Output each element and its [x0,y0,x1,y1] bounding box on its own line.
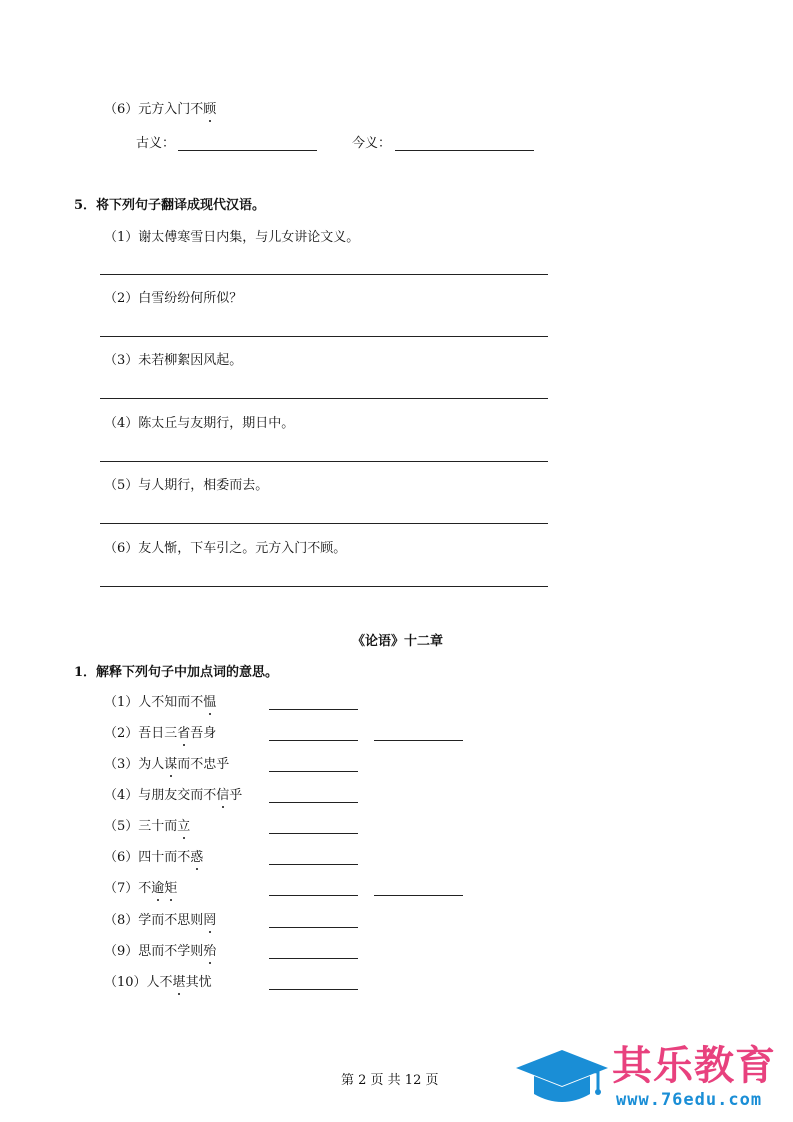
q5-answer-line-5[interactable] [100,523,548,524]
q5-answer-line-6[interactable] [100,586,548,587]
lunyu-answer-line-9[interactable] [269,958,358,959]
dotted-word: 惑 [190,850,204,865]
q5-answer-line-2[interactable] [100,336,548,337]
dotted-word: 顾 [203,102,217,117]
dotted-word: 愠 [203,695,217,710]
lunyu-answer-line-4[interactable] [269,802,358,803]
graduation-cap-icon [512,1046,612,1108]
lunyu-answer-line-7b[interactable] [374,895,463,896]
q5-answer-line-1[interactable] [100,274,548,275]
gu-yi-label: 古义： [136,136,176,151]
lunyu-answer-line-6[interactable] [269,864,358,865]
lunyu-item-5: （5）三十而立 [104,819,191,834]
q5-heading: 5．将下列句子翻译成现代汉语。 [74,198,266,213]
dotted-word: 殆 [203,944,217,959]
lunyu-q1-heading: 1．解释下列句子中加点词的意思。 [74,665,279,680]
lunyu-item-3: （3）为人谋而不忠乎 [104,757,230,772]
q5-item-3: （3）未若柳絮因风起。 [104,353,243,368]
dotted-word: 逾 [151,881,165,896]
dotted-word: 堪 [172,975,186,990]
lunyu-item-2: （2）吾日三省吾身 [104,726,217,741]
q5-item-4: （4）陈太丘与友期行，期日中。 [104,416,295,431]
q5-item-1: （1）谢太傅寒雪日内集，与儿女讲论文义。 [104,230,360,245]
gu-yi-answer-line[interactable] [178,150,317,151]
lunyu-item-9: （9）思而不学则殆 [104,944,217,959]
dotted-word: 信 [216,788,230,803]
q5-item-6: （6）友人惭，下车引之。元方入门不顾。 [104,541,347,556]
jin-yi-answer-line[interactable] [395,150,534,151]
lunyu-answer-line-2b[interactable] [374,740,463,741]
lunyu-item-7: （7）不逾矩 [104,881,178,896]
lunyu-item-8: （8）学而不思则罔 [104,913,217,928]
q5-item-2: （2）白雪纷纷何所似？ [104,291,243,306]
dotted-word: 谋 [164,757,178,772]
dotted-word: 省 [177,726,191,741]
lunyu-item-10: （10）人不堪其忧 [104,975,212,990]
lunyu-answer-line-1[interactable] [269,709,358,710]
brand-name: 其乐教育 [612,1043,776,1089]
page-number: 第 2 页 共 12 页 [341,1073,439,1088]
q5-answer-line-3[interactable] [100,398,548,399]
item-6-yuanfang: （6）元方入门不顾 [104,102,217,117]
lunyu-answer-line-5[interactable] [269,833,358,834]
q5-answer-line-4[interactable] [100,461,548,462]
lunyu-item-4: （4）与朋友交而不信乎 [104,788,243,803]
dotted-word: 罔 [203,913,217,928]
brand-logo [512,1042,787,1114]
q5-item-5: （5）与人期行，相委而去。 [104,478,269,493]
lunyu-item-1: （1）人不知而不愠 [104,695,217,710]
lunyu-item-6: （6）四十而不惑 [104,850,204,865]
dotted-word: 矩 [164,881,178,896]
lunyu-answer-line-3[interactable] [269,771,358,772]
dotted-word: 立 [177,819,191,834]
section-title: 《论语》十二章 [352,634,444,649]
lunyu-answer-line-10[interactable] [269,989,358,990]
lunyu-answer-line-8[interactable] [269,927,358,928]
brand-url: www.76edu.com [616,1090,763,1110]
lunyu-answer-line-2a[interactable] [269,740,358,741]
lunyu-answer-line-7a[interactable] [269,895,358,896]
jin-yi-label: 今义： [352,136,392,151]
